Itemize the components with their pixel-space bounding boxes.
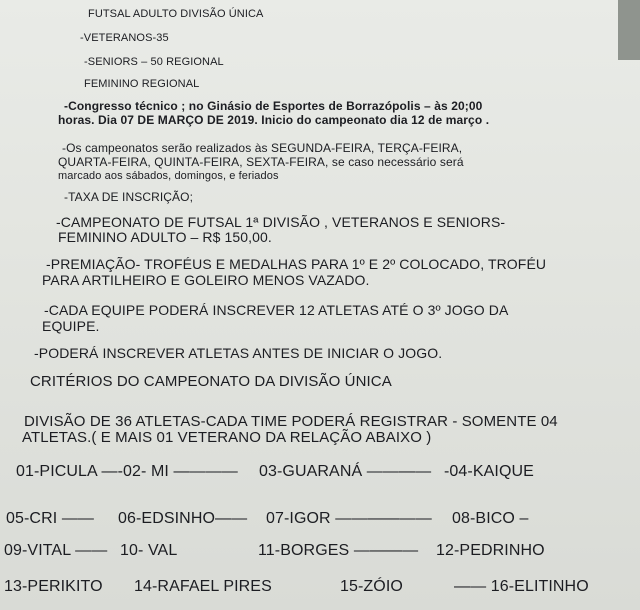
- header-feminino: FEMININO REGIONAL: [84, 78, 200, 90]
- player-05: 05-CRI ——: [6, 510, 95, 527]
- premiacao-line-1: -PREMIAÇÃO- TROFÉUS E MEDALHAS PARA 1º E 2º COLOCADO, TROFÉU: [46, 256, 547, 272]
- player-16: —— 16-ELITINHO: [454, 578, 589, 595]
- campeonatos-line-1: -Os campeonatos serão realizados às SEGUNDA-FEIRA, TERÇA-FEIRA,: [62, 141, 463, 155]
- congresso-line-2: horas. Dia 07 DE MARÇO DE 2019. Inicio do campeonato dia 12 de março .: [58, 113, 490, 127]
- divisao-line-2: ATLETAS.( E MAIS 01 VETERANO DA RELAÇÃO ABAIXO ): [22, 429, 432, 446]
- congresso-line-1: -Congresso técnico ; no Ginásio de Esportes de Borrazópolis – às 20;00: [64, 99, 483, 113]
- player-04: -04-KAIQUE: [444, 463, 534, 480]
- cada-equipe-line-1: -CADA EQUIPE PODERÁ INSCREVER 12 ATLETAS ATÉ O 3º JOGO DA: [44, 302, 509, 318]
- criterios-title: CRITÉRIOS DO CAMPEONATO DA DIVISÃO ÚNICA: [30, 373, 392, 390]
- page-edge: [618, 0, 640, 60]
- header-veteranos: -VETERANOS-35: [80, 32, 169, 44]
- podera-inscrever: -PODERÁ INSCREVER ATLETAS ANTES DE INICIAR O JOGO.: [34, 345, 443, 361]
- cada-equipe-line-2: EQUIPE.: [42, 318, 100, 334]
- header-seniors: -SENIORS – 50 REGIONAL: [84, 56, 224, 68]
- player-06: 06-EDSINHO——: [118, 510, 248, 527]
- players-row-4: [4, 578, 628, 600]
- player-15: 15-ZÓIO: [340, 578, 403, 595]
- campeonatos-line-3: marcado aos sábados, domingos, e feriados: [58, 170, 279, 182]
- player-07: 07-IGOR ——————: [266, 510, 432, 527]
- players-row-2: [6, 510, 626, 532]
- campeonato-futsal-line-2: FEMININO ADULTO – R$ 150,00.: [58, 229, 272, 245]
- player-11: 11-BORGES ————: [258, 542, 419, 559]
- premiacao-line-2: PARA ARTILHEIRO E GOLEIRO MENOS VAZADO.: [42, 272, 370, 288]
- player-10: 10- VAL: [120, 542, 178, 559]
- player-08: 08-BICO –: [452, 510, 529, 527]
- player-13: 13-PERIKITO: [4, 578, 103, 595]
- divisao-line-1: DIVISÃO DE 36 ATLETAS-CADA TIME PODERÁ REGISTRAR - SOMENTE 04: [24, 413, 558, 430]
- player-09: 09-VITAL ——: [4, 542, 108, 559]
- campeonatos-line-2: QUARTA-FEIRA, QUINTA-FEIRA, SEXTA-FEIRA, se caso necessário será: [58, 155, 464, 169]
- players-row-1: [16, 463, 616, 485]
- taxa-inscricao: -TAXA DE INSCRIÇÃO;: [64, 190, 194, 204]
- player-14: 14-RAFAEL PIRES: [134, 578, 272, 595]
- player-03: 03-GUARANÁ ————: [259, 463, 432, 480]
- campeonato-futsal-line-1: -CAMPEONATO DE FUTSAL 1ª DIVISÃO , VETERANOS E SENIORS-: [56, 214, 506, 230]
- header-futsal-adulto: FUTSAL ADULTO DIVISÃO ÚNICA: [88, 8, 264, 20]
- player-12: 12-PEDRINHO: [436, 542, 545, 559]
- player-01-02: 01-PICULA —-02- MI ————: [16, 463, 238, 480]
- players-row-3: [4, 542, 624, 564]
